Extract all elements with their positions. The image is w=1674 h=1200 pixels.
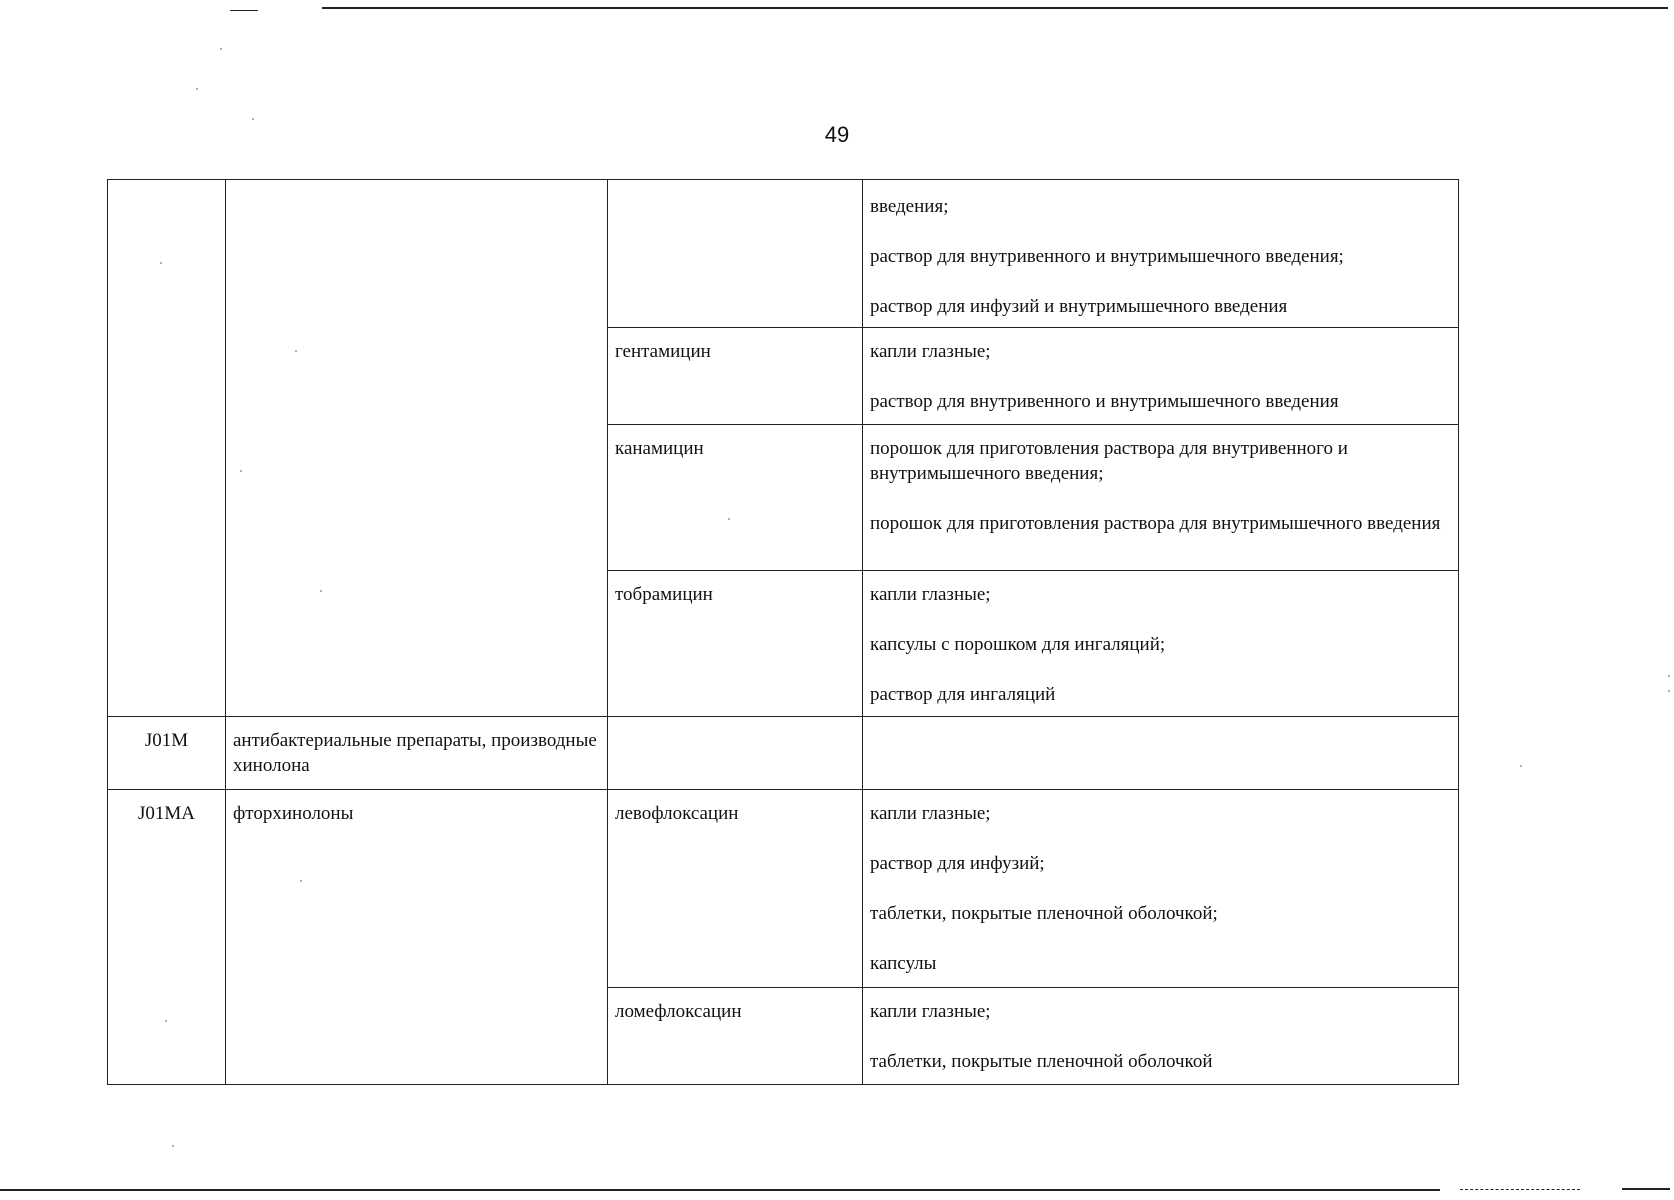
drug-name-cell bbox=[608, 988, 863, 1085]
table-row bbox=[108, 717, 1459, 790]
drug-name: ломефлоксацин bbox=[615, 1001, 742, 1022]
dosage-forms-cell bbox=[863, 717, 1459, 790]
drug-name-cell bbox=[608, 790, 863, 988]
atc-code: J01MA bbox=[137, 803, 195, 824]
group-name-cell bbox=[226, 790, 608, 1085]
scan-speck bbox=[172, 1145, 174, 1147]
dosage-form: капсулы bbox=[870, 953, 937, 974]
scan-speck bbox=[1668, 690, 1670, 692]
dosage-form: введения; bbox=[870, 196, 949, 217]
drug-name-cell bbox=[608, 571, 863, 717]
dosage-forms-cell bbox=[863, 328, 1459, 425]
dosage-form: капли глазные; bbox=[870, 803, 991, 824]
drug-name-cell bbox=[608, 180, 863, 328]
scan-speck bbox=[1668, 675, 1670, 677]
drug-name: левофлоксацин bbox=[615, 803, 739, 824]
scan-edge-bottom-right bbox=[1622, 1188, 1670, 1190]
drug-name-cell bbox=[608, 717, 863, 790]
page-number: 49 bbox=[824, 122, 850, 147]
drug-name-cell bbox=[608, 328, 863, 425]
drug-name: тобрамицин bbox=[615, 584, 713, 605]
dosage-form: таблетки, покрытые пленочной оболочкой bbox=[870, 1051, 1213, 1072]
dosage-form: раствор для инфузий; bbox=[870, 853, 1045, 874]
dosage-form: капли глазные; bbox=[870, 584, 991, 605]
group-name-cell bbox=[226, 717, 608, 790]
group-name: антибактериальные препараты, производные хинолона bbox=[233, 730, 597, 776]
scan-speck bbox=[220, 48, 222, 50]
atc-code-cell bbox=[108, 180, 226, 717]
drug-name-cell bbox=[608, 425, 863, 571]
dosage-form: капли глазные; bbox=[870, 341, 991, 362]
table-row bbox=[108, 790, 1459, 988]
dosage-form: раствор для ингаляций bbox=[870, 684, 1056, 705]
dosage-forms-cell bbox=[863, 988, 1459, 1085]
dosage-form: порошок для приготовления раствора для внутривенного и внутримышечного введения; bbox=[870, 438, 1348, 484]
dosage-form: раствор для внутривенного и внутримышечного введения bbox=[870, 391, 1339, 412]
group-name: фторхинолоны bbox=[233, 803, 354, 824]
dosage-forms-cell bbox=[863, 425, 1459, 571]
scan-edge-bottom bbox=[0, 1189, 1440, 1191]
dosage-form: капсулы с порошком для ингаляций; bbox=[870, 634, 1166, 655]
scan-speck bbox=[1520, 765, 1522, 767]
atc-code-cell bbox=[108, 717, 226, 790]
atc-code: J01M bbox=[144, 730, 189, 751]
dosage-form: капли глазные; bbox=[870, 1001, 991, 1022]
dosage-form: раствор для инфузий и внутримышечного введения bbox=[870, 296, 1288, 317]
scan-edge-bottom-dash bbox=[1460, 1189, 1580, 1190]
dosage-forms-cell bbox=[863, 790, 1459, 988]
drug-list-table bbox=[107, 179, 1459, 1085]
scan-speck bbox=[252, 118, 254, 120]
drug-name: канамицин bbox=[615, 438, 704, 459]
table-row bbox=[108, 180, 1459, 328]
drug-name: гентамицин bbox=[615, 341, 711, 362]
dosage-form: таблетки, покрытые пленочной оболочкой; bbox=[870, 903, 1218, 924]
atc-code-cell bbox=[108, 790, 226, 1085]
dosage-forms-cell bbox=[863, 180, 1459, 328]
scan-speck bbox=[196, 88, 198, 90]
scan-edge-top bbox=[322, 7, 1668, 9]
dosage-form: раствор для внутривенного и внутримышечного введения; bbox=[870, 246, 1344, 267]
dosage-forms-cell bbox=[863, 571, 1459, 717]
dosage-form: порошок для приготовления раствора для внутримышечного введения bbox=[870, 513, 1441, 534]
group-name-cell bbox=[226, 180, 608, 717]
scan-edge-top-short bbox=[230, 10, 258, 11]
